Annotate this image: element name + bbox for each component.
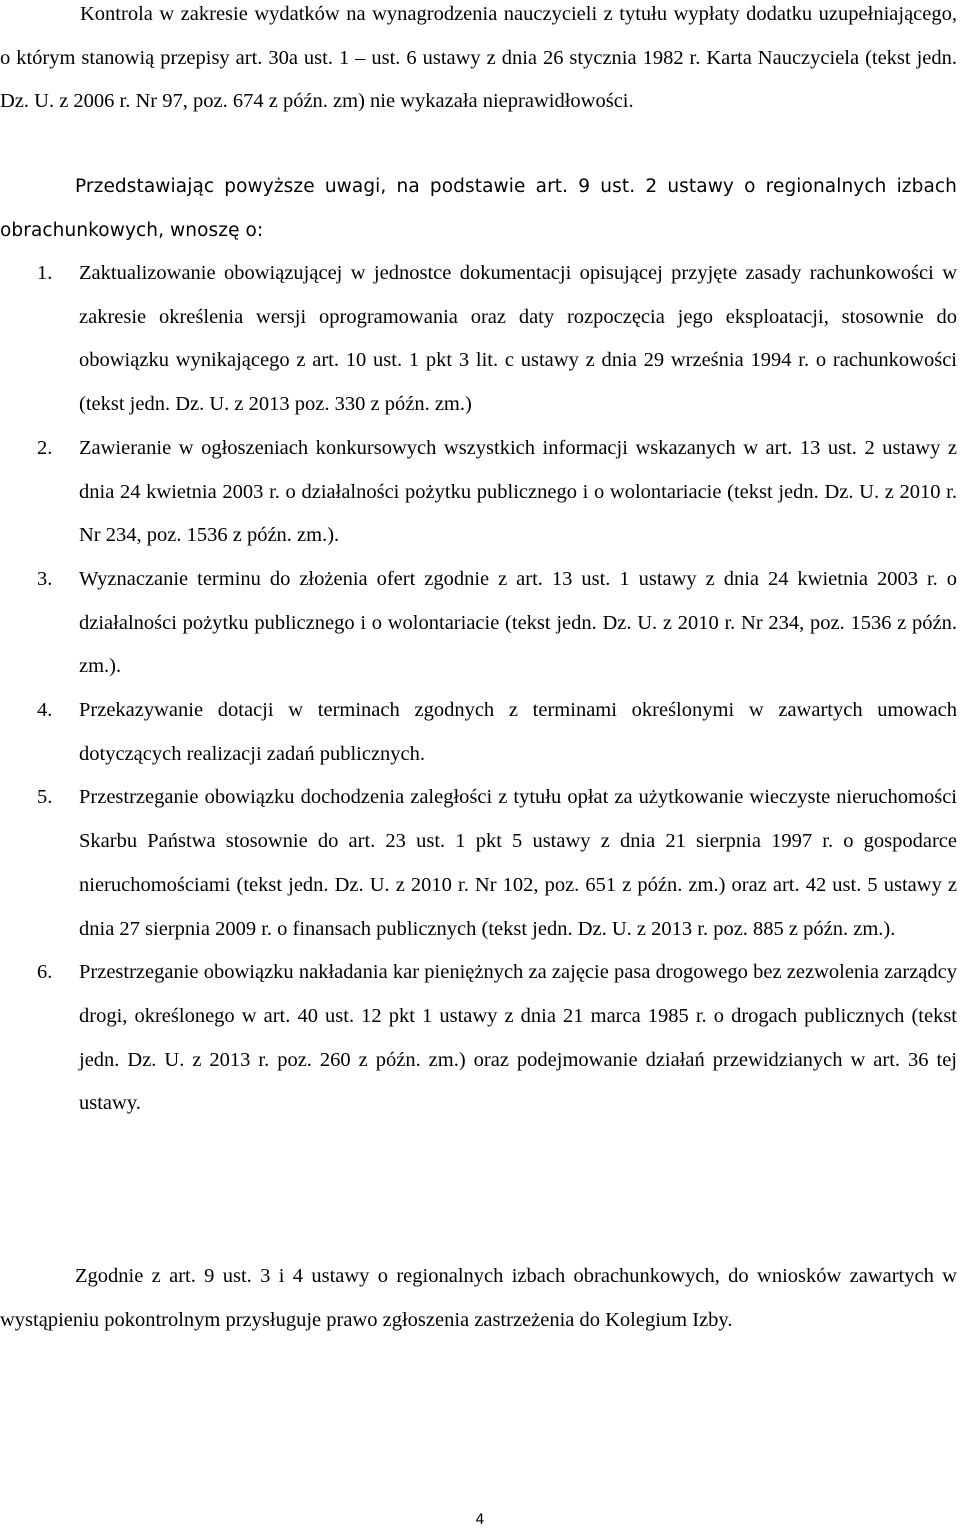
list-item-number: 2. [37,436,53,459]
list-item-text: Przestrzeganie obowiązku dochodzenia zaległości z tytułu opłat za użytkowanie wieczyste nieruchomości Skarbu Państwa stosownie do art. 23 ust. 1 pkt 5 ustawy z dnia 21 sierpnia 1997 r. o gospodarce nieruchomościami (tekst jedn. Dz. U. z 2010 r. Nr 102, poz. 651 z późn. zm.) oraz art. 42 ust. 5 ustawy z dnia 27 sierpnia 2009 r. o finansach publicznych (tekst jedn. Dz. U. z 2013 r. poz. 885 z późn. zm.). [79,786,957,940]
request-intro-paragraph: Przedstawiając powyższe uwagi, na podstawie art. 9 ust. 2 ustawy o regionalnych izbach obrachunkowych, wnoszę o: [0,176,957,241]
list-item-number: 5. [37,786,53,809]
list-item-text: Zaktualizowanie obowiązującej w jednostce dokumentacji opisującej przyjęte zasady rachunkowości w zakresie określenia wersji oprogramowania oraz daty rozpoczęcia jego eksploatacji, stosownie do obowiązku wynikającego z art. 10 ust. 1 pkt 3 lit. c ustawy z dnia 29 września 1994 r. o rachunkowości (tekst jedn. Dz. U. z 2013 poz. 330 z późn. zm.) [79,262,957,416]
list-item [0,558,957,689]
list-item [0,427,957,558]
list-item-number: 1. [37,262,53,284]
list-item [0,689,957,776]
list-item-text: Wyznaczanie terminu do złożenia ofert zgodnie z art. 13 ust. 1 ustawy z dnia 24 kwietnia 2003 r. o działalności pożytku publicznego i o wolontariacie (tekst jedn. Dz. U. z 2010 r. Nr 234, poz. 1536 z późn. zm.). [79,567,957,678]
closing-paragraph: Zgodnie z art. 9 ust. 3 i 4 ustawy o regionalnych izbach obrachunkowych, do wniosków zawartych w wystąpieniu pokontrolnym przysługuje prawo zgłoszenia zastrzeżenia do Kolegium Izby. [0,1265,957,1331]
list-item [0,951,957,1126]
list-item-number: 6. [37,961,53,984]
page-number: 4 [475,1512,485,1528]
list-item-number: 4. [37,699,53,722]
list-item-number: 3. [37,567,53,590]
list-item [0,252,957,427]
recommendations-list [0,252,957,1126]
list-item-text: Przekazywanie dotacji w terminach zgodnych z terminami określonymi w zawartych umowach dotyczących realizacji zadań publicznych. [79,699,957,765]
list-item-text: Zawieranie w ogłoszeniach konkursowych wszystkich informacji wskazanych w art. 13 ust. 2 ustawy z dnia 24 kwietnia 2003 r. o działalności pożytku publicznego i o wolontariacie (tekst jedn. Dz. U. z 2010 r. Nr 234, poz. 1536 z późn. zm.). [79,436,957,547]
list-item [0,776,957,951]
list-item-text: Przestrzeganie obowiązku nakładania kar pieniężnych za zajęcie pasa drogowego bez zezwolenia zarządcy drogi, określonego w art. 40 ust. 12 pkt 1 ustawy z dnia 21 marca 1985 r. o drogach publicznych (tekst jedn. Dz. U. z 2013 r. poz. 260 z późn. zm.) oraz podejmowanie działań przewidzianych w art. 36 tej ustawy. [79,961,957,1115]
intro-paragraph: Kontrola w zakresie wydatków na wynagrodzenia nauczycieli z tytułu wypłaty dodatku uzupełniającego, o którym stanowią przepisy art. 30a ust. 1 – ust. 6 ustawy z dnia 26 stycznia 1982 r. Karta Nauczyciela (tekst jedn. Dz. U. z 2006 r. Nr 97, poz. 674 z późn. zm) nie wykazała nieprawidłowości. [0,3,957,113]
